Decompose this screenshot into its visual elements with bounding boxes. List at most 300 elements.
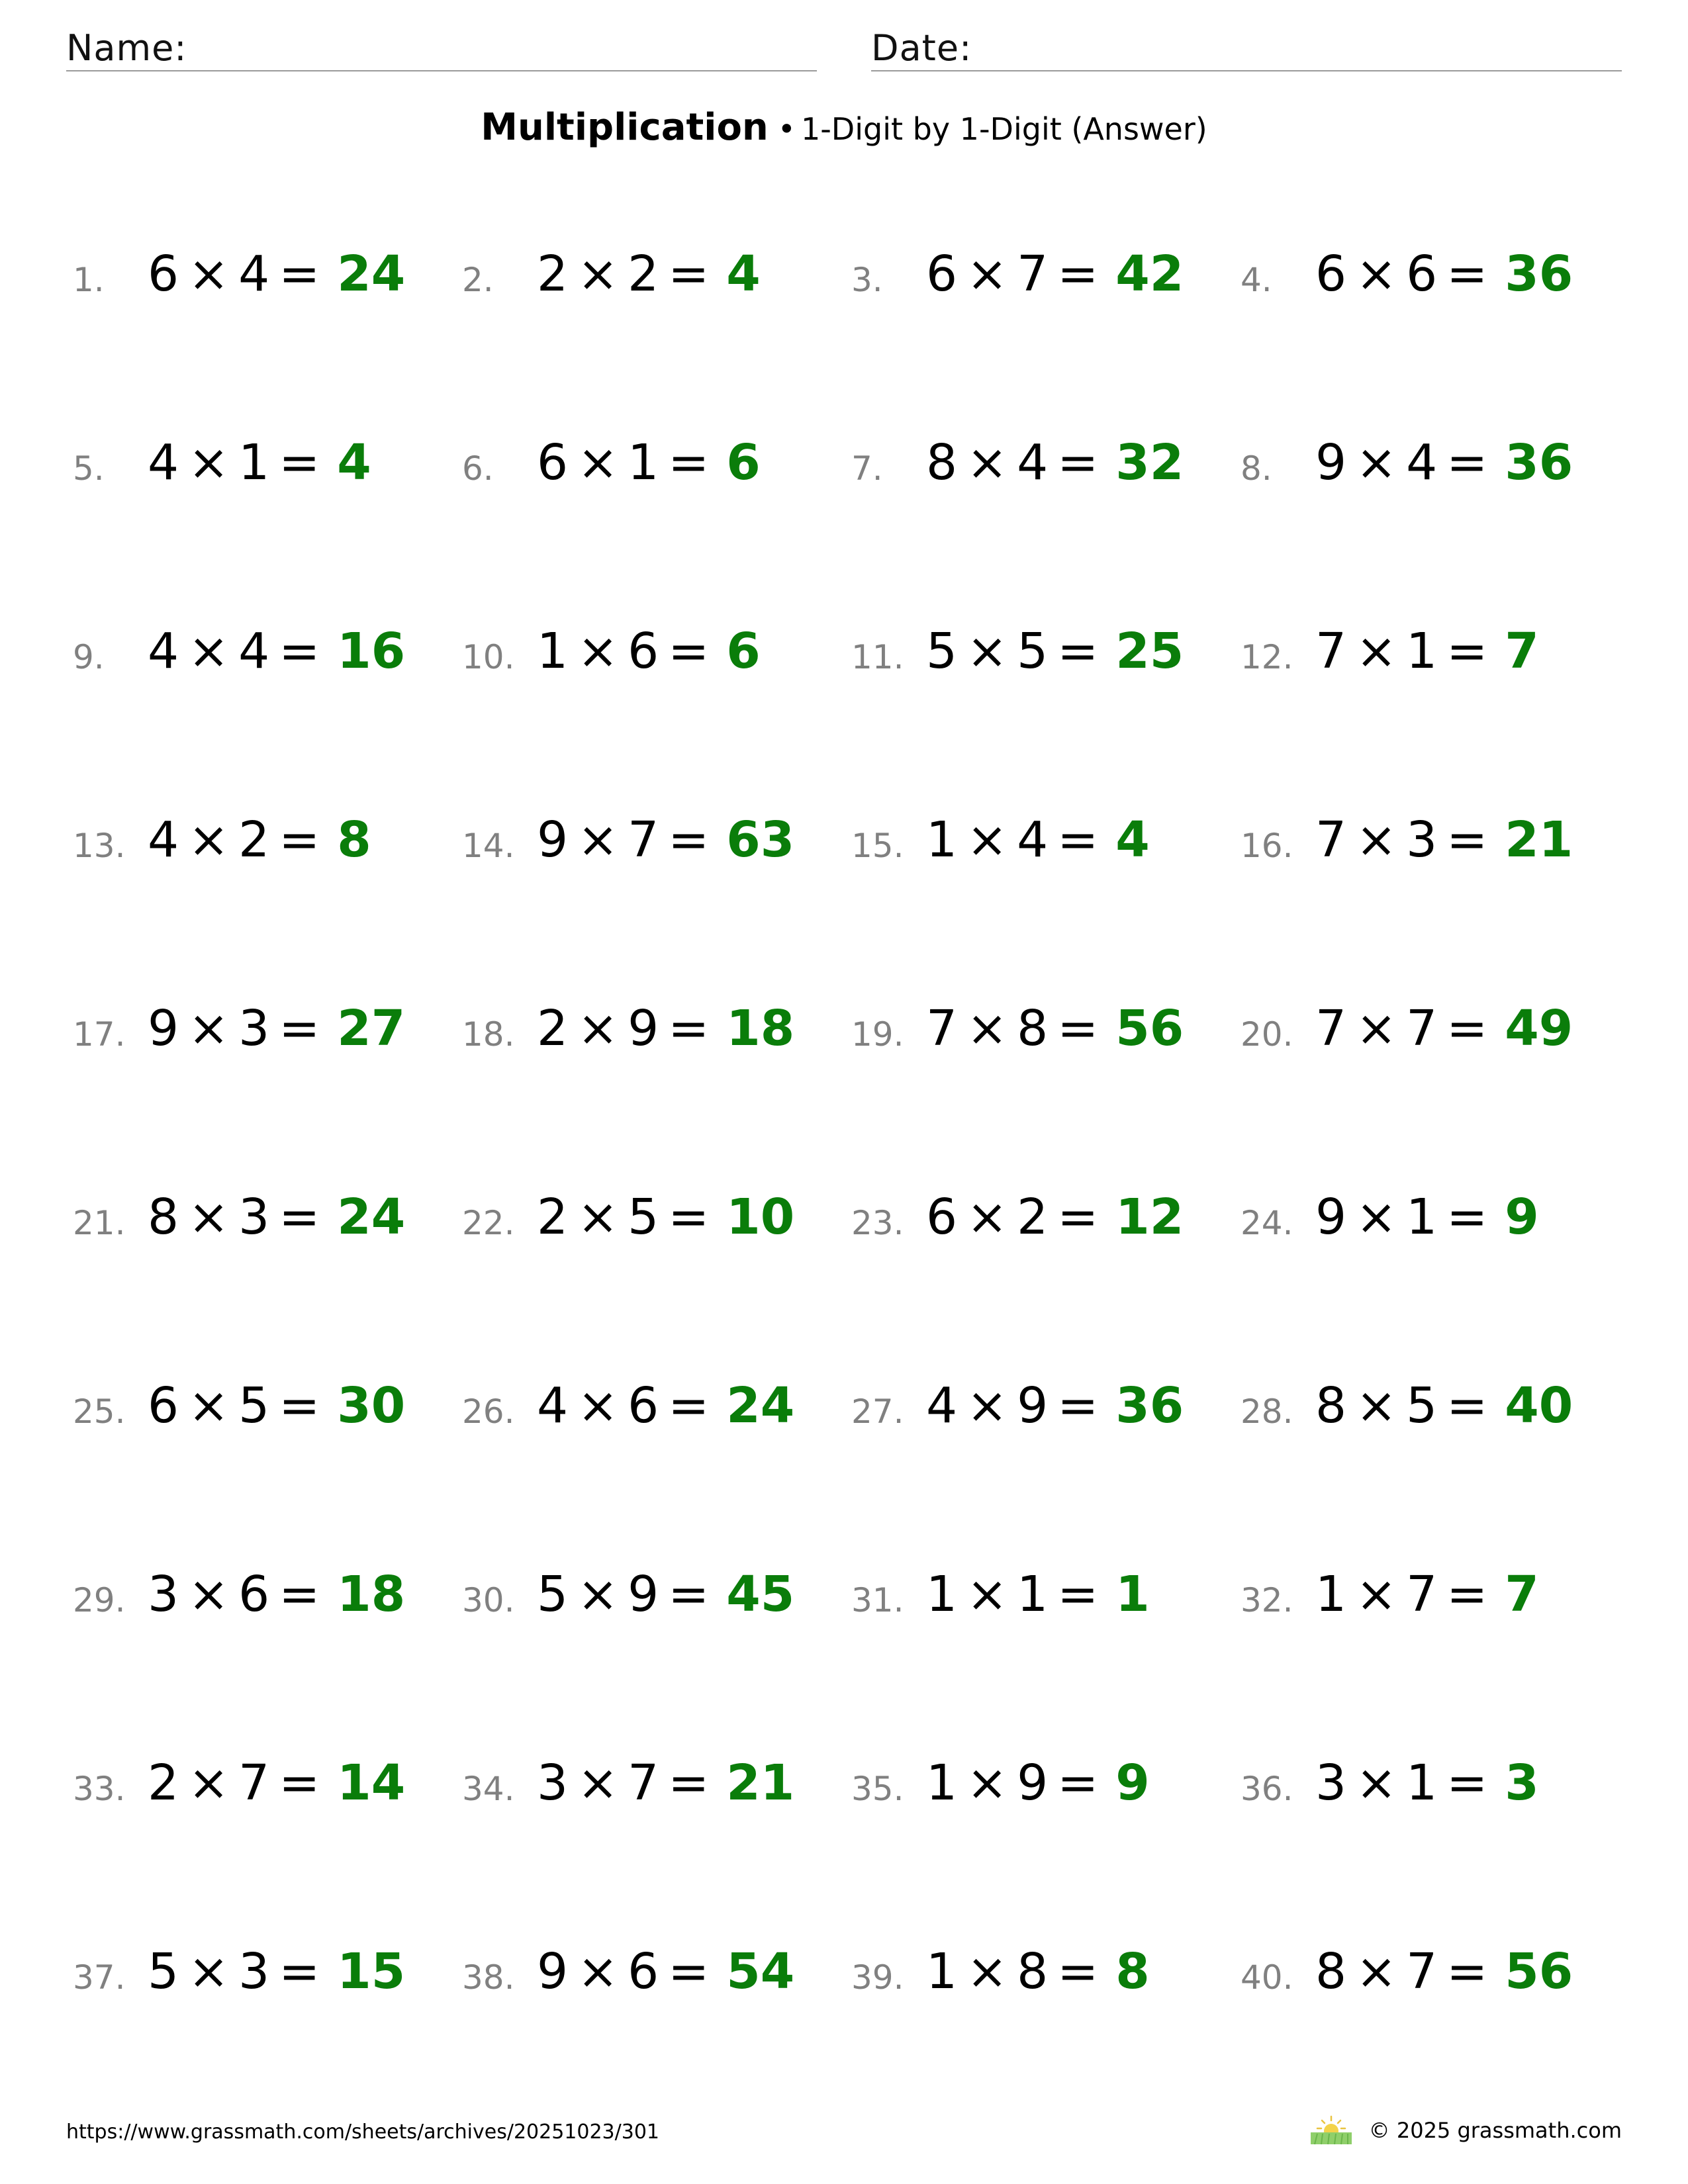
problem-expression bbox=[926, 622, 1107, 681]
times-sign: × bbox=[966, 811, 1008, 868]
title-subtitle: 1-Digit by 1-Digit (Answer) bbox=[800, 111, 1207, 147]
equals-sign: = bbox=[279, 1754, 320, 1811]
footer-url[interactable]: https://www.grassmath.com/sheets/archives/20251023/301 bbox=[66, 2120, 660, 2144]
operand-b: 9 bbox=[628, 1000, 659, 1057]
operand-a: 2 bbox=[537, 246, 569, 302]
problem-item bbox=[851, 1754, 1241, 1820]
problem-expression bbox=[926, 245, 1107, 304]
problem-number: 25. bbox=[73, 1392, 126, 1431]
problem-item bbox=[1241, 245, 1630, 311]
operand-b: 1 bbox=[1406, 623, 1438, 680]
operand-a: 4 bbox=[148, 434, 179, 491]
operand-a: 6 bbox=[1315, 246, 1347, 302]
answer: 21 bbox=[1505, 811, 1573, 868]
operand-a: 8 bbox=[926, 434, 958, 491]
problem-expression bbox=[148, 1754, 329, 1813]
answer: 14 bbox=[337, 1754, 406, 1811]
times-sign: × bbox=[1356, 1943, 1397, 2000]
problem-expression bbox=[537, 622, 718, 681]
operand-b: 5 bbox=[1406, 1377, 1438, 1434]
problem-number: 1. bbox=[73, 261, 105, 299]
answer: 7 bbox=[1505, 623, 1539, 680]
equals-sign: = bbox=[279, 1943, 320, 2000]
operand-b: 9 bbox=[1017, 1377, 1049, 1434]
problem-number: 29. bbox=[73, 1581, 126, 1619]
problem-number: 16. bbox=[1241, 827, 1293, 865]
problem-number: 4. bbox=[1241, 261, 1272, 299]
times-sign: × bbox=[188, 623, 230, 680]
operand-a: 6 bbox=[148, 1377, 179, 1434]
title-main: Multiplication bbox=[481, 106, 769, 149]
problem-number: 28. bbox=[1241, 1392, 1293, 1431]
operand-a: 7 bbox=[1315, 811, 1347, 868]
problem-item bbox=[462, 811, 851, 877]
operand-a: 7 bbox=[1315, 1000, 1347, 1057]
operand-a: 1 bbox=[537, 623, 569, 680]
operand-a: 1 bbox=[926, 1943, 958, 2000]
times-sign: × bbox=[966, 1754, 1008, 1811]
equals-sign: = bbox=[1057, 246, 1099, 302]
operand-b: 3 bbox=[238, 1943, 270, 2000]
operand-b: 3 bbox=[238, 1000, 270, 1057]
times-sign: × bbox=[577, 623, 619, 680]
operand-a: 3 bbox=[1315, 1754, 1347, 1811]
problem-grid bbox=[73, 245, 1635, 2131]
operand-b: 9 bbox=[628, 1566, 659, 1623]
problem-number: 13. bbox=[73, 827, 126, 865]
name-label: Name: bbox=[66, 27, 187, 69]
equals-sign: = bbox=[279, 434, 320, 491]
operand-b: 5 bbox=[238, 1377, 270, 1434]
times-sign: × bbox=[577, 1754, 619, 1811]
problem-number: 9. bbox=[73, 638, 105, 676]
problem-item bbox=[1241, 1377, 1630, 1443]
problem-expression bbox=[926, 1188, 1107, 1247]
problem-number: 11. bbox=[851, 638, 904, 676]
times-sign: × bbox=[188, 1943, 230, 2000]
equals-sign: = bbox=[668, 246, 710, 302]
answer: 6 bbox=[726, 434, 761, 491]
times-sign: × bbox=[1356, 1566, 1397, 1623]
operand-b: 1 bbox=[1017, 1566, 1049, 1623]
problem-number: 5. bbox=[73, 449, 105, 488]
problem-item bbox=[851, 999, 1241, 1066]
answer: 30 bbox=[337, 1377, 406, 1434]
operand-a: 4 bbox=[537, 1377, 569, 1434]
problem-number: 38. bbox=[462, 1958, 515, 1997]
problem-expression bbox=[148, 1377, 329, 1435]
problem-item bbox=[462, 1754, 851, 1820]
answer: 25 bbox=[1115, 623, 1184, 680]
operand-a: 1 bbox=[926, 811, 958, 868]
problem-number: 19. bbox=[851, 1015, 904, 1054]
problem-number: 30. bbox=[462, 1581, 515, 1619]
equals-sign: = bbox=[1446, 1377, 1488, 1434]
operand-a: 9 bbox=[1315, 1189, 1347, 1246]
answer: 45 bbox=[726, 1566, 795, 1623]
operand-a: 9 bbox=[1315, 434, 1347, 491]
equals-sign: = bbox=[279, 1000, 320, 1057]
times-sign: × bbox=[188, 246, 230, 302]
times-sign: × bbox=[577, 1566, 619, 1623]
problem-number: 27. bbox=[851, 1392, 904, 1431]
times-sign: × bbox=[577, 1000, 619, 1057]
equals-sign: = bbox=[1446, 1566, 1488, 1623]
problem-item bbox=[1241, 622, 1630, 688]
problem-item bbox=[73, 1377, 462, 1443]
problem-expression bbox=[1315, 245, 1497, 304]
problem-number: 2. bbox=[462, 261, 494, 299]
problem-expression bbox=[1315, 1377, 1497, 1435]
problem-number: 39. bbox=[851, 1958, 904, 1997]
operand-a: 2 bbox=[148, 1754, 179, 1811]
answer: 9 bbox=[1505, 1189, 1539, 1246]
operand-b: 8 bbox=[1017, 1000, 1049, 1057]
equals-sign: = bbox=[1057, 1189, 1099, 1246]
equals-sign: = bbox=[279, 1189, 320, 1246]
times-sign: × bbox=[1356, 1754, 1397, 1811]
answer: 9 bbox=[1115, 1754, 1150, 1811]
problem-item bbox=[462, 245, 851, 311]
operand-b: 5 bbox=[628, 1189, 659, 1246]
answer: 4 bbox=[337, 434, 371, 491]
operand-b: 4 bbox=[1017, 811, 1049, 868]
answer: 36 bbox=[1505, 246, 1573, 302]
problem-item bbox=[851, 1377, 1241, 1443]
problem-item bbox=[1241, 811, 1630, 877]
answer: 27 bbox=[337, 1000, 406, 1057]
problem-number: 23. bbox=[851, 1204, 904, 1242]
operand-a: 2 bbox=[537, 1000, 569, 1057]
equals-sign: = bbox=[668, 1943, 710, 2000]
problem-expression bbox=[537, 811, 718, 870]
problem-item bbox=[462, 1377, 851, 1443]
problem-item bbox=[462, 622, 851, 688]
operand-b: 7 bbox=[1017, 246, 1049, 302]
answer: 7 bbox=[1505, 1566, 1539, 1623]
answer: 21 bbox=[726, 1754, 795, 1811]
equals-sign: = bbox=[668, 623, 710, 680]
equals-sign: = bbox=[668, 1000, 710, 1057]
times-sign: × bbox=[577, 246, 619, 302]
problem-number: 8. bbox=[1241, 449, 1272, 488]
equals-sign: = bbox=[1446, 246, 1488, 302]
equals-sign: = bbox=[1446, 623, 1488, 680]
times-sign: × bbox=[966, 246, 1008, 302]
problem-number: 12. bbox=[1241, 638, 1293, 676]
problem-item bbox=[1241, 1565, 1630, 1631]
problem-expression bbox=[148, 1565, 329, 1624]
answer: 10 bbox=[726, 1189, 795, 1246]
operand-b: 4 bbox=[238, 623, 270, 680]
equals-sign: = bbox=[279, 246, 320, 302]
problem-expression bbox=[1315, 999, 1497, 1058]
answer: 36 bbox=[1505, 434, 1573, 491]
operand-a: 9 bbox=[537, 1943, 569, 2000]
problem-expression bbox=[148, 999, 329, 1058]
answer: 15 bbox=[337, 1943, 406, 2000]
answer: 4 bbox=[726, 246, 761, 302]
times-sign: × bbox=[188, 1566, 230, 1623]
answer: 63 bbox=[726, 811, 795, 868]
times-sign: × bbox=[966, 1189, 1008, 1246]
answer: 8 bbox=[337, 811, 371, 868]
equals-sign: = bbox=[1446, 1754, 1488, 1811]
operand-a: 3 bbox=[537, 1754, 569, 1811]
equals-sign: = bbox=[1446, 1189, 1488, 1246]
equals-sign: = bbox=[1446, 811, 1488, 868]
operand-b: 1 bbox=[628, 434, 659, 491]
equals-sign: = bbox=[1057, 1566, 1099, 1623]
problem-number: 40. bbox=[1241, 1958, 1293, 1997]
problem-number: 26. bbox=[462, 1392, 515, 1431]
problem-expression bbox=[148, 811, 329, 870]
problem-item bbox=[462, 1942, 851, 2009]
times-sign: × bbox=[188, 434, 230, 491]
problem-item bbox=[462, 1188, 851, 1254]
problem-expression bbox=[926, 1565, 1107, 1624]
problem-number: 14. bbox=[462, 827, 515, 865]
answer: 42 bbox=[1115, 246, 1184, 302]
operand-b: 4 bbox=[238, 246, 270, 302]
problem-item bbox=[851, 245, 1241, 311]
problem-item bbox=[1241, 433, 1630, 500]
equals-sign: = bbox=[1446, 434, 1488, 491]
times-sign: × bbox=[577, 434, 619, 491]
times-sign: × bbox=[966, 1000, 1008, 1057]
operand-a: 9 bbox=[537, 811, 569, 868]
times-sign: × bbox=[966, 623, 1008, 680]
operand-a: 6 bbox=[537, 434, 569, 491]
operand-b: 3 bbox=[1406, 811, 1438, 868]
answer: 49 bbox=[1505, 1000, 1573, 1057]
problem-expression bbox=[1315, 1754, 1497, 1813]
equals-sign: = bbox=[668, 1189, 710, 1246]
times-sign: × bbox=[1356, 1377, 1397, 1434]
operand-b: 6 bbox=[628, 1943, 659, 2000]
times-sign: × bbox=[188, 811, 230, 868]
problem-number: 24. bbox=[1241, 1204, 1293, 1242]
problem-expression bbox=[148, 1188, 329, 1247]
answer: 6 bbox=[726, 623, 761, 680]
problem-item bbox=[851, 1188, 1241, 1254]
operand-b: 6 bbox=[1406, 246, 1438, 302]
operand-b: 7 bbox=[628, 811, 659, 868]
answer: 24 bbox=[337, 246, 406, 302]
operand-b: 1 bbox=[1406, 1754, 1438, 1811]
problem-expression bbox=[537, 1942, 718, 2001]
problem-number: 35. bbox=[851, 1770, 904, 1808]
operand-a: 4 bbox=[148, 623, 179, 680]
problem-item bbox=[73, 245, 462, 311]
problem-number: 34. bbox=[462, 1770, 515, 1808]
problem-number: 33. bbox=[73, 1770, 126, 1808]
problem-number: 3. bbox=[851, 261, 883, 299]
problem-item bbox=[1241, 1754, 1630, 1820]
times-sign: × bbox=[188, 1377, 230, 1434]
worksheet-title bbox=[0, 106, 1688, 149]
equals-sign: = bbox=[668, 434, 710, 491]
equals-sign: = bbox=[1446, 1000, 1488, 1057]
equals-sign: = bbox=[668, 1377, 710, 1434]
problem-number: 21. bbox=[73, 1204, 126, 1242]
operand-a: 7 bbox=[926, 1000, 958, 1057]
equals-sign: = bbox=[279, 623, 320, 680]
operand-b: 1 bbox=[1406, 1189, 1438, 1246]
operand-a: 6 bbox=[926, 246, 958, 302]
title-separator: • bbox=[777, 111, 796, 147]
problem-item bbox=[851, 811, 1241, 877]
times-sign: × bbox=[577, 1377, 619, 1434]
problem-number: 37. bbox=[73, 1958, 126, 1997]
operand-b: 8 bbox=[1017, 1943, 1049, 2000]
answer: 16 bbox=[337, 623, 406, 680]
problem-number: 17. bbox=[73, 1015, 126, 1054]
operand-a: 8 bbox=[1315, 1377, 1347, 1434]
problem-number: 18. bbox=[462, 1015, 515, 1054]
operand-a: 2 bbox=[537, 1189, 569, 1246]
answer: 4 bbox=[1115, 811, 1150, 868]
operand-a: 5 bbox=[926, 623, 958, 680]
problem-number: 32. bbox=[1241, 1581, 1293, 1619]
operand-a: 1 bbox=[926, 1566, 958, 1623]
times-sign: × bbox=[966, 1566, 1008, 1623]
operand-a: 9 bbox=[148, 1000, 179, 1057]
problem-expression bbox=[1315, 433, 1497, 492]
problem-expression bbox=[537, 1754, 718, 1813]
equals-sign: = bbox=[279, 1566, 320, 1623]
problem-expression bbox=[537, 1377, 718, 1435]
problem-expression bbox=[148, 622, 329, 681]
times-sign: × bbox=[577, 811, 619, 868]
times-sign: × bbox=[966, 1377, 1008, 1434]
equals-sign: = bbox=[1057, 1000, 1099, 1057]
problem-number: 10. bbox=[462, 638, 515, 676]
times-sign: × bbox=[188, 1754, 230, 1811]
times-sign: × bbox=[1356, 811, 1397, 868]
date-label: Date: bbox=[871, 27, 972, 69]
operand-b: 9 bbox=[1017, 1754, 1049, 1811]
operand-a: 6 bbox=[926, 1189, 958, 1246]
equals-sign: = bbox=[668, 1754, 710, 1811]
operand-b: 7 bbox=[238, 1754, 270, 1811]
problem-item bbox=[851, 1565, 1241, 1631]
answer: 40 bbox=[1505, 1377, 1573, 1434]
operand-b: 4 bbox=[1017, 434, 1049, 491]
date-field[interactable] bbox=[871, 24, 1622, 71]
problem-number: 6. bbox=[462, 449, 494, 488]
operand-a: 5 bbox=[537, 1566, 569, 1623]
equals-sign: = bbox=[1057, 623, 1099, 680]
times-sign: × bbox=[1356, 623, 1397, 680]
operand-a: 8 bbox=[1315, 1943, 1347, 2000]
times-sign: × bbox=[966, 1943, 1008, 2000]
problem-expression bbox=[537, 433, 718, 492]
problem-item bbox=[1241, 999, 1630, 1066]
problem-item bbox=[73, 1754, 462, 1820]
answer: 24 bbox=[726, 1377, 795, 1434]
answer: 24 bbox=[337, 1189, 406, 1246]
problem-expression bbox=[1315, 811, 1497, 870]
problem-expression bbox=[926, 433, 1107, 492]
answer: 8 bbox=[1115, 1943, 1150, 2000]
operand-a: 1 bbox=[926, 1754, 958, 1811]
problem-item bbox=[73, 811, 462, 877]
problem-item bbox=[73, 622, 462, 688]
operand-b: 3 bbox=[238, 1189, 270, 1246]
operand-a: 3 bbox=[148, 1566, 179, 1623]
problem-expression bbox=[1315, 1942, 1497, 2001]
answer: 36 bbox=[1115, 1377, 1184, 1434]
grass-sun-logo-icon bbox=[1309, 2115, 1353, 2146]
problem-expression bbox=[537, 245, 718, 304]
problem-item bbox=[851, 622, 1241, 688]
times-sign: × bbox=[188, 1000, 230, 1057]
problem-number: 22. bbox=[462, 1204, 515, 1242]
operand-b: 7 bbox=[1406, 1000, 1438, 1057]
operand-b: 2 bbox=[628, 246, 659, 302]
problem-item bbox=[73, 433, 462, 500]
problem-item bbox=[462, 433, 851, 500]
problem-item bbox=[1241, 1942, 1630, 2009]
problem-expression bbox=[537, 999, 718, 1058]
problem-item bbox=[851, 1942, 1241, 2009]
problem-expression bbox=[148, 245, 329, 304]
operand-a: 4 bbox=[148, 811, 179, 868]
problem-number: 36. bbox=[1241, 1770, 1293, 1808]
problem-item bbox=[73, 1188, 462, 1254]
answer: 18 bbox=[726, 1000, 795, 1057]
equals-sign: = bbox=[1446, 1943, 1488, 2000]
operand-a: 6 bbox=[148, 246, 179, 302]
times-sign: × bbox=[1356, 1189, 1397, 1246]
equals-sign: = bbox=[668, 811, 710, 868]
operand-b: 7 bbox=[1406, 1943, 1438, 2000]
answer: 1 bbox=[1115, 1566, 1150, 1623]
answer: 56 bbox=[1505, 1943, 1573, 2000]
problem-expression bbox=[1315, 622, 1497, 681]
times-sign: × bbox=[966, 434, 1008, 491]
times-sign: × bbox=[188, 1189, 230, 1246]
times-sign: × bbox=[1356, 246, 1397, 302]
operand-a: 5 bbox=[148, 1943, 179, 2000]
operand-b: 6 bbox=[628, 623, 659, 680]
operand-a: 8 bbox=[148, 1189, 179, 1246]
operand-a: 7 bbox=[1315, 623, 1347, 680]
name-field[interactable] bbox=[66, 24, 817, 71]
problem-expression bbox=[148, 433, 329, 492]
operand-a: 1 bbox=[1315, 1566, 1347, 1623]
equals-sign: = bbox=[1057, 811, 1099, 868]
problem-item bbox=[73, 1942, 462, 2009]
answer: 54 bbox=[726, 1943, 795, 2000]
problem-expression bbox=[537, 1565, 718, 1624]
problem-item bbox=[462, 1565, 851, 1631]
problem-item bbox=[1241, 1188, 1630, 1254]
times-sign: × bbox=[577, 1189, 619, 1246]
problem-number: 31. bbox=[851, 1581, 904, 1619]
operand-b: 1 bbox=[238, 434, 270, 491]
problem-expression bbox=[1315, 1565, 1497, 1624]
times-sign: × bbox=[1356, 434, 1397, 491]
equals-sign: = bbox=[1057, 1754, 1099, 1811]
answer: 32 bbox=[1115, 434, 1184, 491]
operand-b: 4 bbox=[1406, 434, 1438, 491]
operand-a: 4 bbox=[926, 1377, 958, 1434]
problem-expression bbox=[926, 1942, 1107, 2001]
operand-b: 2 bbox=[238, 811, 270, 868]
problem-item bbox=[73, 999, 462, 1066]
